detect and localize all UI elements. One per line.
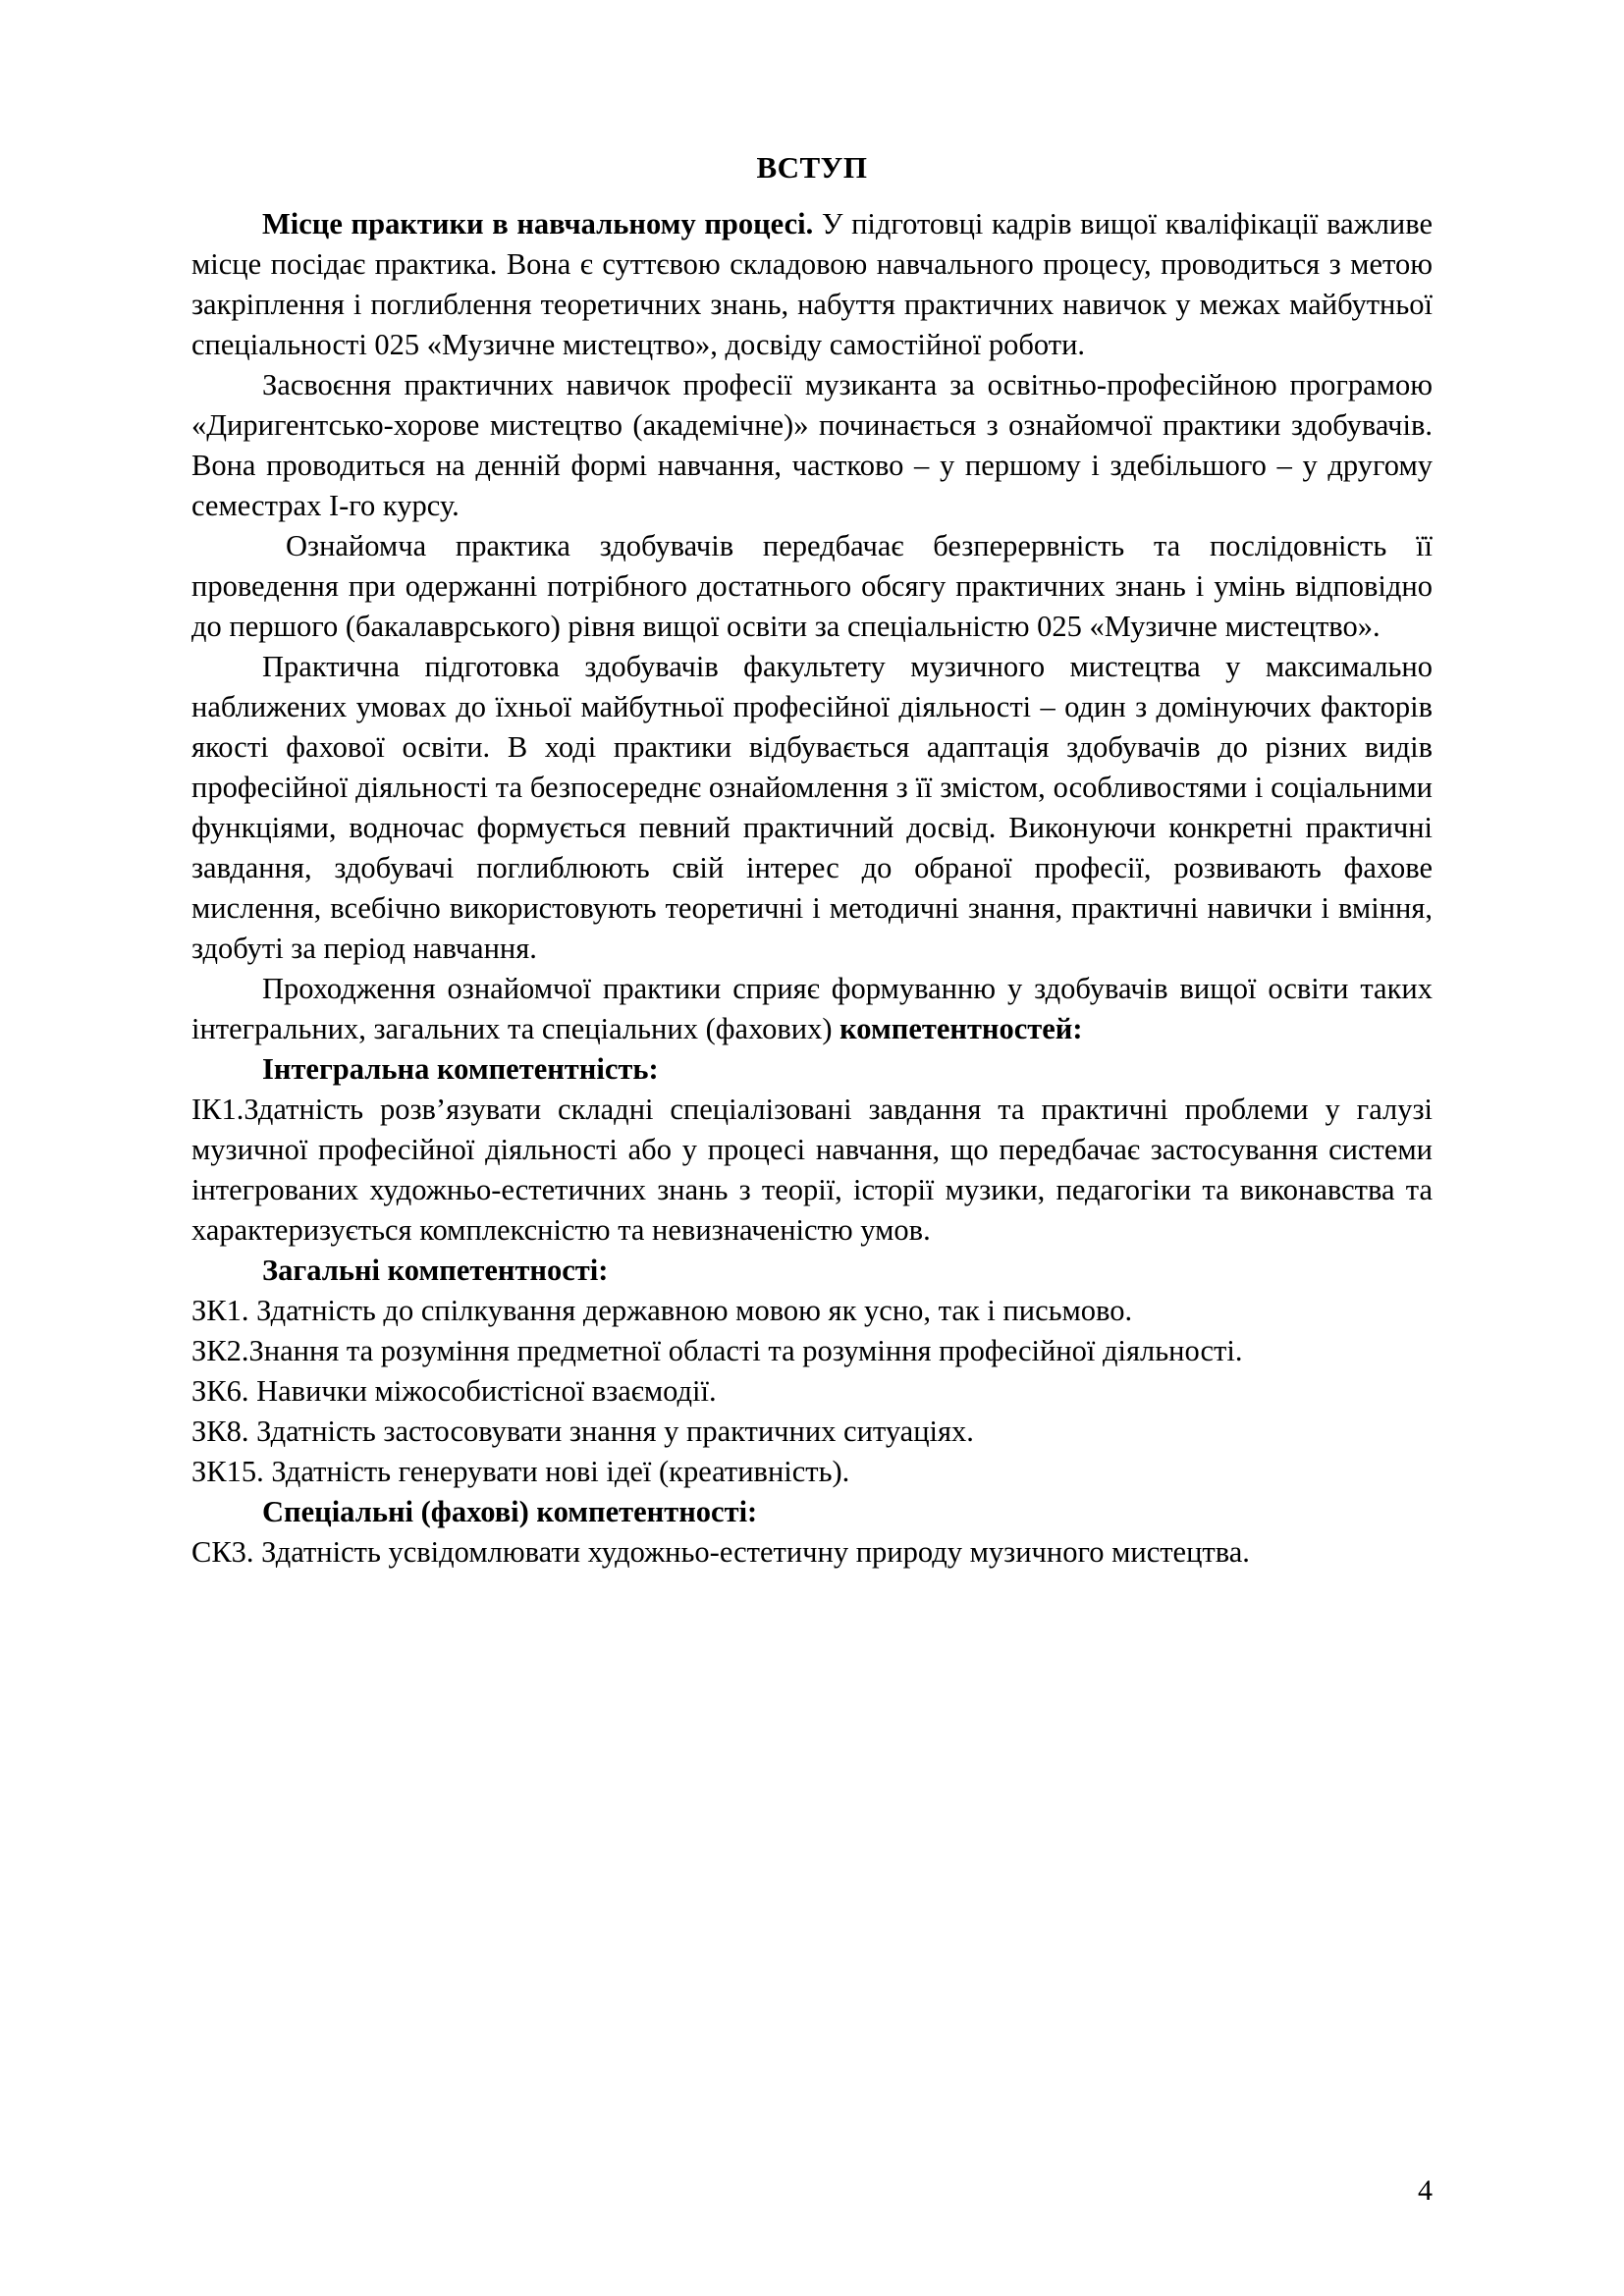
competency-item-zk8: ЗК8. Здатність застосовувати знання у практичних ситуаціях. xyxy=(191,1415,974,1449)
competencies-intro-bold: компетентностей: xyxy=(839,1012,1083,1046)
paragraph-skills-acquisition: Засвоєння практичних навичок професії музиканта за освітньо-професійною програмою «Диригентсько-хорове мистецтво (академічне)» починається з ознайомчої практики здобувачів. Вона проводиться на денній формі навчання, частково – у першому і здебільшого – у другому семестрах І-го курсу. xyxy=(191,367,1433,522)
competency-item-zk15: ЗК15. Здатність генерувати нові ідеї (креативність). xyxy=(191,1455,850,1489)
heading-special-competencies: Спеціальні (фахові) компетентності: xyxy=(262,1495,758,1529)
competency-item-zk6: ЗК6. Навички міжособистісної взаємодії. xyxy=(191,1374,717,1409)
competency-item-zk1: ЗК1. Здатність до спілкування державною мовою як усно, так і письмово. xyxy=(191,1294,1133,1328)
paragraph-competencies-intro xyxy=(191,969,1433,1049)
page-title: ВСТУП xyxy=(756,150,868,185)
competencies-intro-text: Проходження ознайомчої практики сприяє формуванню у здобувачів вищої освіти таких інтегральних, загальних та спеціальних (фахових) xyxy=(191,972,1433,1046)
paragraph-place-of-practice xyxy=(191,204,1433,365)
paragraph-introductory-practice: Ознайомча практика здобувачів передбачає безперервність та послідовність її проведення при одержанні потрібного достатнього обсягу практичних знань і умінь відповідно до першого (бакалаврського) рівня вищої освіти за спеціальністю 025 «Музичне мистецтво». xyxy=(191,528,1433,643)
competency-item-zk2: ЗК2.Знання та розуміння предметної області та розуміння професійної діяльності. xyxy=(191,1334,1243,1368)
paragraph-practical-training: Практична підготовка здобувачів факультету музичного мистецтва у максимально наближених умовах до їхньої майбутньої професійної діяльності – один з домінуючих факторів якості фахової освіти. В ході практики відбувається адаптація здобувачів до різних видів професійної діяльності та безпосереднє ознайомлення з її змістом, особливостями і соціальними функціями, водночас формується певний практичний досвід. Виконуючи конкретні практичні завдання, здобувачі поглиблюють свій інтерес до обраної професії, розвивають фахове мислення, всебічно використовують теоретичні і методичні знання, практичні навички і вміння, здобуті за період навчання. xyxy=(191,650,1433,966)
paragraph-body: У підготовці кадрів вищої кваліфікації важливе місце посідає практика. Вона є суттєвою складовою навчального процесу, проводиться з метою закріплення і поглиблення теоретичних знань, набуття практичних навичок у межах майбутньої спеціальності 025 «Музичне мистецтво», досвіду самостійної роботи. xyxy=(191,206,1433,361)
heading-general-competencies: Загальні компетентності: xyxy=(262,1254,609,1288)
heading-integral-competency: Інтегральна компетентність: xyxy=(262,1052,659,1087)
competency-item-ik1: ІК1.Здатність розв’язувати складні спеціалізовані завдання та практичні проблеми у галузі музичної професійної діяльності або у процесі навчання, що передбачає застосування системи інтегрованих художньо-естетичних знань з теорії, історії музики, педагогіки та виконавства та характеризується комплексністю та невизначеністю умов. xyxy=(191,1093,1433,1248)
page-number: 4 xyxy=(1418,2174,1433,2207)
paragraph-lead-in: Місце практики в навчальному процесі. xyxy=(262,206,814,240)
competency-item-sk3: СК3. Здатність усвідомлювати художньо-естетичну природу музичного мистецтва. xyxy=(191,1535,1250,1570)
